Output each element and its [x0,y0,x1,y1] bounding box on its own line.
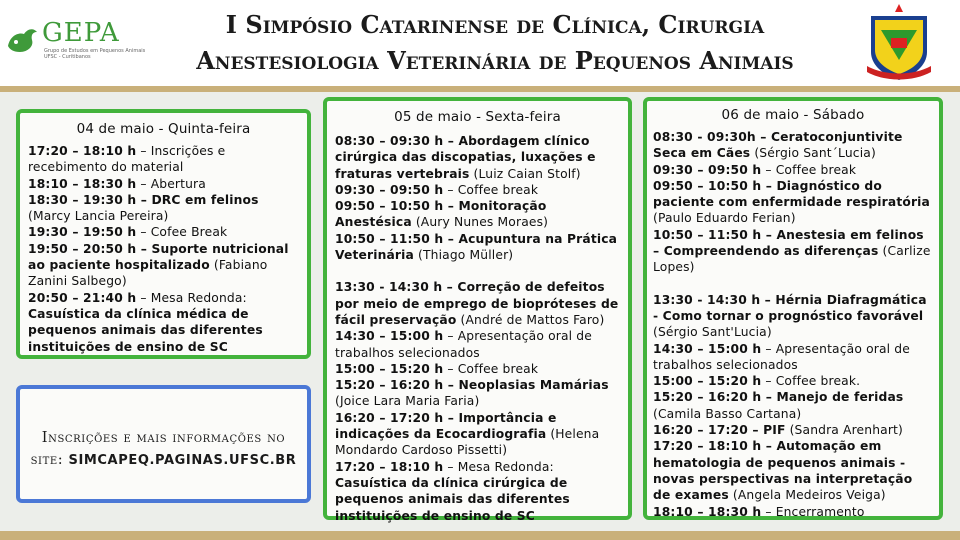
schedule-item-title: 17:20 – 18:10 h [335,459,444,474]
info-site-label: site: [30,452,69,468]
gepa-logo [4,18,154,64]
schedule-item [335,410,620,459]
day2-schedule [335,133,620,524]
schedule-item [653,129,931,162]
logo-text: GEPA [42,18,120,48]
schedule-item-title: 19:30 – 19:50 h [28,225,137,240]
schedule-item-detail: (Camila Basso Cartana) [653,406,802,421]
info-line2 [24,449,303,472]
header [0,0,960,88]
schedule-item-title: 16:20 – 17:20 – PIF [653,423,786,438]
schedule-item [335,475,620,524]
schedule-item-title: 09:30 – 09:50 h [335,182,444,197]
day1-schedule [28,143,299,355]
schedule-item-detail: (Sérgio Sant'Lucia) [653,325,772,340]
schedule-item-title: 14:30 – 15:00 h [653,341,762,356]
schedule-item-detail: (Sandra Arenhart) [785,423,903,438]
schedule-item-detail: (Marcy Lancia Pereira) [28,209,169,224]
schedule-item-detail: – Coffee break [761,162,857,177]
info-panel [16,385,311,503]
schedule-item-title: 13:30 - 14:30 h – Hérnia Diafragmática - Como tornar o prognóstico favorável [653,292,927,323]
schedule-item [653,389,931,422]
day2-panel [323,97,632,523]
day2-title: 05 de maio - Sexta-feira [394,109,561,125]
schedule-gap [335,263,620,279]
schedule-item [653,373,931,389]
schedule-item-detail: – Coffee break [443,182,539,197]
schedule-item-title: 14:30 – 15:00 h [335,329,444,344]
schedule-item-title: 15:20 – 16:20 h – Neoplasias Mamárias [335,378,609,393]
schedule-item-detail: (Fabiano Zanini Salbego) [28,258,268,289]
schedule-item-detail: (Aury Nunes Moraes) [411,215,549,230]
schedule-item-title: 09:50 – 10:50 h – Diagnóstico do paciente com enfermidade respiratória [653,178,930,210]
schedule-item-title: Casuística da clínica cirúrgica de pequenos animais das diferentes instituições de ensino de SC [335,475,570,523]
schedule-item [335,361,620,377]
header-divider [0,86,960,92]
schedule-item [28,176,299,192]
schedule-item-detail: – Apresentação oral de trabalhos selecionados [653,341,910,372]
footer-bar [0,531,960,540]
schedule-item-title: 18:10 – 18:30 h [653,504,762,519]
logo-subtitle: Grupo de Estudos em Pequenos Animais UFSC - Curitibanos [44,48,146,60]
schedule-item-title: 16:20 – 17:20 h – Importância e indicações da Ecocardiografia [335,410,557,442]
schedule-item-title: 10:50 – 11:50 h – Anestesia em felinos – Compreendendo as diferenças [653,227,924,259]
schedule-item-title: 15:00 – 15:20 h [653,374,762,389]
schedule-item [335,328,620,361]
schedule-item [335,133,620,182]
schedule-item [28,192,299,225]
schedule-item-detail: (Luiz Caian Stolf) [469,166,581,181]
schedule-item-detail: – Coffee break [443,361,539,376]
schedule-item [28,290,299,306]
schedule-item-title: 18:10 – 18:30 h [28,176,137,191]
schedule-item [335,198,620,231]
day1-panel [16,109,311,359]
day1-title: 04 de maio - Quinta-feira [76,121,251,137]
schedule-item-title: 10:50 – 11:50 h – Acupuntura na Prática Veterinária [335,231,618,263]
schedule-item [28,224,299,240]
schedule-item [653,504,931,520]
schedule-item [653,162,931,178]
schedule-item [335,279,620,328]
schedule-item [653,438,931,503]
schedule-item [335,459,620,475]
schedule-item [335,182,620,198]
schedule-item [335,377,620,410]
info-site-link[interactable]: SIMCAPEQ.PAGINAS.UFSC.BR [68,453,297,468]
schedule-item-title: 08:30 - 09:30h – Ceratoconjuntivite Seca em Cães [653,130,903,161]
schedule-item-title: 15:00 – 15:20 h [335,361,444,376]
schedule-item-title: 09:30 – 09:50 h [653,162,762,177]
schedule-item-detail: – Mesa Redonda: [443,459,554,474]
schedule-item-title: 15:20 – 16:20 h – Manejo de feridas [653,390,904,405]
info-line1: Inscrições e mais informações no [41,430,286,446]
schedule-item-detail: – Inscrições e recebimento do material [28,144,226,175]
page-title-line1: I Simpósio Catarinense de Clínica, Cirurgia [225,10,765,39]
schedule-item [653,227,931,276]
schedule-item-title: 08:30 – 09:30 h – Abordagem clínico cirúrgica das discopatias, luxações e fraturas vertebrais [335,134,596,181]
day3-panel [643,97,943,520]
schedule-item-title: Casuística da clínica médica de pequenos animais das diferentes instituições de ensino de SC [28,306,263,354]
schedule-item-detail: – Encerramento [761,504,865,519]
schedule-item-title: 13:30 - 14:30 h – Correção de defeitos por meio de emprego de biopróteses de fácil preservação [335,280,619,327]
day3-schedule [653,129,931,520]
schedule-item-detail: – Mesa Redonda: [136,290,247,305]
schedule-item-detail: – Apresentação oral de trabalhos selecionados [335,329,592,360]
schedule-item [653,178,931,227]
schedule-item-detail: – Abertura [136,176,206,191]
schedule-item-detail: (André de Mattos Faro) [456,312,605,327]
schedule-item-title: 17:20 – 18:10 h [28,144,137,158]
schedule-item-detail: (Helena Mondardo Cardoso Pissetti) [335,427,600,458]
schedule-item-detail: – Cofee Break [136,225,228,240]
schedule-item-detail: (Angela Medeiros Veiga) [728,488,886,503]
schedule-item [653,341,931,374]
schedule-gap [653,276,931,292]
schedule-item-detail: (Thiago Müller) [413,248,514,263]
ufsc-crest-icon [865,2,933,82]
schedule-item-detail: – Coffee break. [761,374,861,389]
schedule-item-detail: (Paulo Eduardo Ferian) [653,211,796,226]
schedule-item [653,292,931,341]
schedule-item [653,422,931,438]
schedule-item [28,241,299,290]
schedule-item-title: 17:20 – 18:10 h – Automação em hematologia de pequenos animais - novas perspectivas na interpretação de exames [653,439,913,503]
schedule-item [28,306,299,355]
schedule-item-title: 09:50 – 10:50 h – Monitoração Anestésica [335,199,547,230]
schedule-item-title: 18:30 – 19:30 h – DRC em felinos [28,192,259,207]
page-title-line2: Anestesiologia Veterinária de Pequenos Animais [196,46,794,75]
schedule-item-title: 20:50 – 21:40 h [28,290,137,305]
schedule-item-detail: (Carlize Lopes) [653,244,931,275]
day3-title: 06 de maio - Sábado [721,107,865,123]
paw-animal-icon [4,22,40,58]
schedule-item [335,231,620,264]
schedule-item-detail: (Sérgio Sant´Lucia) [750,146,876,161]
schedule-item-detail: (Joice Lara Maria Faria) [335,394,480,409]
schedule-item-title: 19:50 – 20:50 h – Suporte nutricional ao paciente hospitalizado [28,241,289,273]
schedule-item [28,143,299,176]
